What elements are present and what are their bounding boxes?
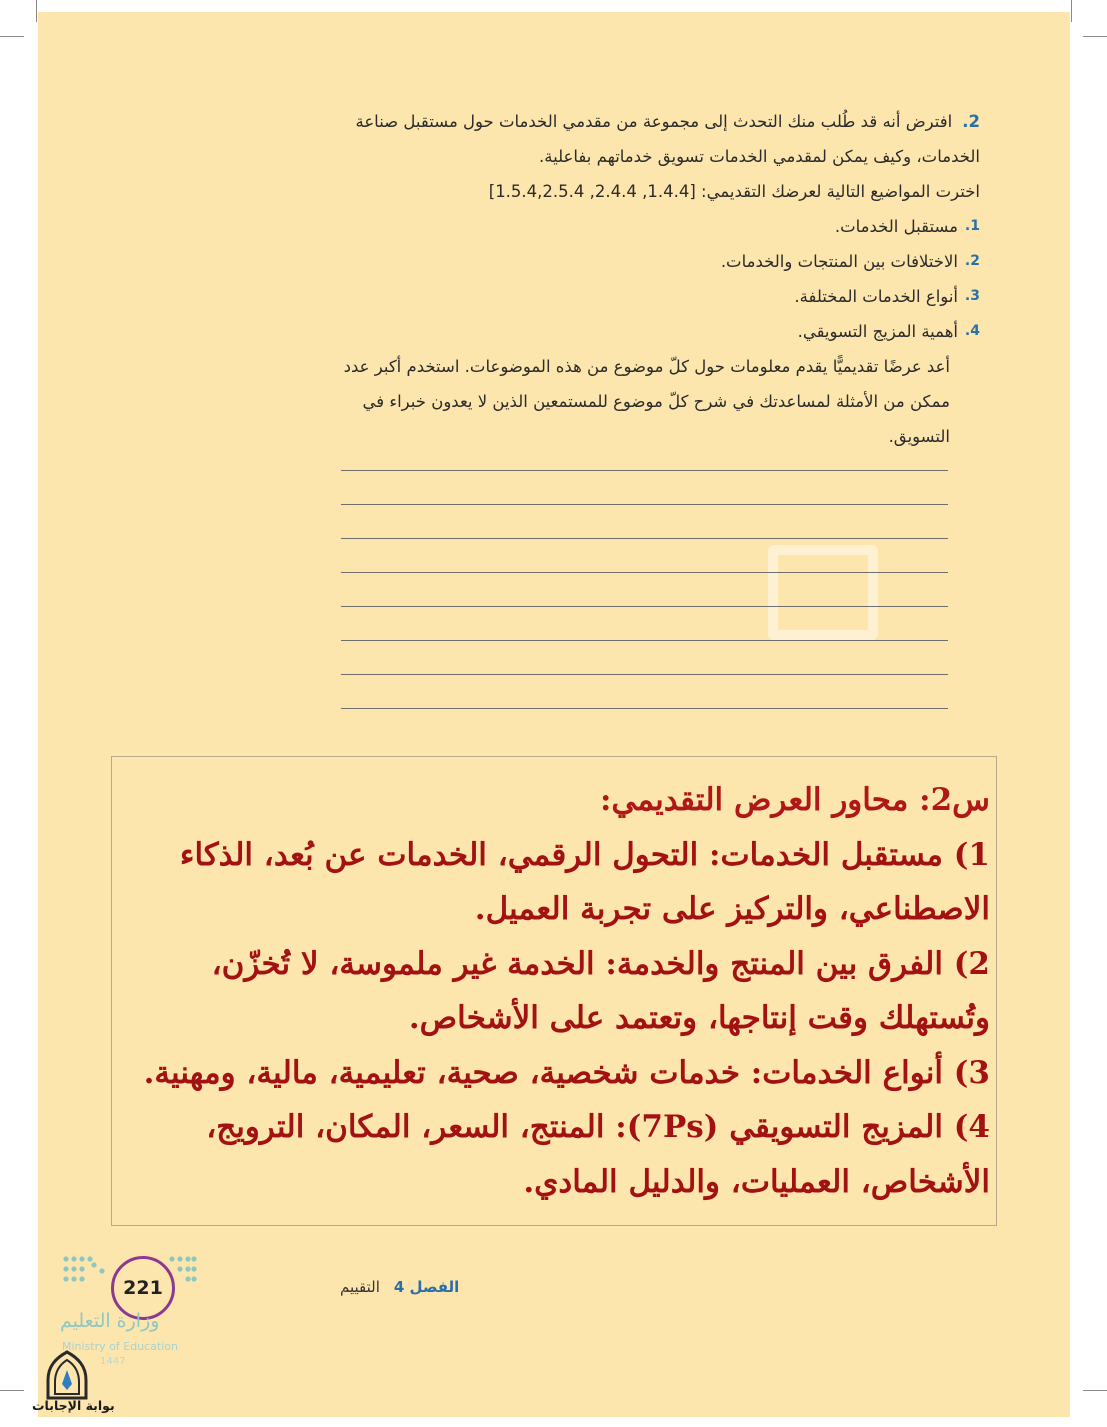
answer-point: 4) المزيج التسويقي (7Ps): المنتج، السعر، المكان، الترويج، الأشخاص، العمليات، والدليل المادي. [206,1109,990,1200]
writing-line [341,708,948,709]
list-item: 3. أنواع الخدمات المختلفة. [794,287,980,306]
ministry-name-en: Ministry of Education [62,1340,179,1353]
answer-point: 1) مستقبل الخدمات: التحول الرقمي، الخدمات عن بُعد، الذكاء الاصطناعي، والتركيز على تجربة العميل. [179,836,990,927]
chapter-label: الفصل 4 [393,1278,460,1296]
answer-lines [341,470,948,742]
writing-line [341,640,948,641]
list-item: 4. أهمية المزيج التسويقي. [797,322,980,341]
answer-point: 3) أنواع الخدمات: خدمات شخصية، صحية، تعليمية، مالية، ومهنية. [143,1054,990,1091]
question-intro: 2.افترض أنه قد طُلب منك التحدث إلى مجموعة من مقدمي الخدمات حول مستقبل صناعة الخدمات، وكيف يمكن لمقدمي الخدمات تسويق خدماتهم بفاعلية. [355,112,980,166]
crop-mark [0,1390,24,1391]
crop-mark [0,36,24,37]
ministry-name-ar: وزارة التعليم [60,1310,160,1332]
answer-point: 2) الفرق بين المنتج والخدمة: الخدمة غير ملموسة، لا تُخزّن، وتُستهلك وقت إنتاجها، وتعتمد على الأشخاص. [211,945,990,1036]
writing-line [341,606,948,607]
page-footer [340,1278,459,1296]
answer-box [111,756,997,1226]
crop-mark [1071,0,1072,22]
question-instruction: أعد عرضًا تقديميًّا يقدم معلومات حول كلّ موضوع من هذه الموضوعات. استخدم أكبر عدد ممكن من الأمثلة لمساعدتك في شرح كلّ موضوع للمستمعين الذين لا يعدون خبراء في التسويق. [343,357,950,446]
writing-line [341,470,948,471]
portal-logo-icon [44,1350,90,1402]
section-label: التقييم [340,1278,380,1296]
answer-title: س2: محاور العرض التقديمي: [599,782,990,818]
question-number: 2. [962,112,980,131]
question-block [340,104,980,454]
writing-line [341,504,948,505]
crop-mark [1083,36,1107,37]
crop-mark [1083,1390,1107,1391]
page-number: 221 [111,1256,175,1320]
topics-line: اخترت المواضيع التالية لعرضك التقديمي: [1.4.4, 2.4.4, 1.5.4,2.5.4] [488,182,980,201]
list-item: 2. الاختلافات بين المنتجات والخدمات. [720,252,980,271]
list-item: 1. مستقبل الخدمات. [834,217,980,236]
crop-mark [36,0,37,22]
writing-line [341,572,948,573]
topics-list [340,209,980,349]
writing-line [341,538,948,539]
writing-line [341,674,948,675]
year-label: 1447 [100,1356,126,1367]
portal-name: بوابة الإجابات [32,1398,115,1413]
